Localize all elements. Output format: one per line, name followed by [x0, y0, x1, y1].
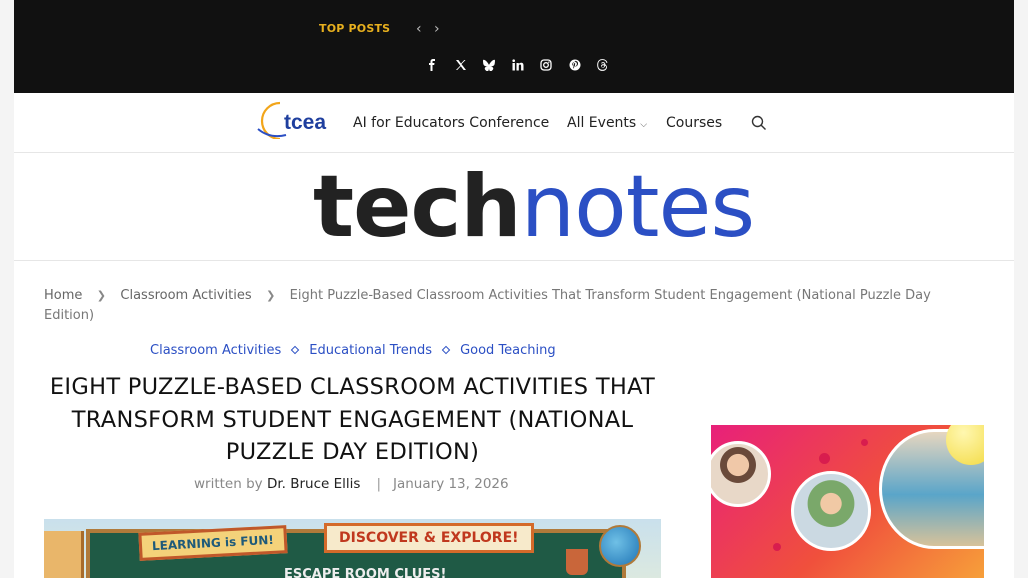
facebook-icon[interactable] [418, 56, 447, 74]
ad-decor-dot [773, 543, 781, 551]
author-link[interactable]: Dr. Bruce Ellis [266, 476, 361, 492]
ad-decor-dot [819, 453, 830, 464]
search-icon[interactable] [751, 115, 767, 131]
sidebar-ad-banner[interactable] [711, 425, 984, 578]
hero-plant-pot [566, 549, 588, 575]
bluesky-icon[interactable] [475, 56, 504, 74]
diamond-separator-icon [291, 346, 299, 354]
article-categories [150, 343, 556, 358]
logo-text: tcea [284, 111, 327, 134]
hero-chalk-text: ESCAPE ROOM CLUES! [284, 567, 447, 578]
category-educational-trends[interactable]: Educational Trends [309, 343, 433, 358]
globe-icon [599, 525, 641, 567]
ad-photo-circle-1 [711, 441, 771, 507]
category-classroom-activities[interactable]: Classroom Activities [150, 343, 282, 358]
wordmark-tech: tech [313, 157, 521, 257]
hero-window-illustration [44, 531, 84, 578]
hero-sign-right: DISCOVER & EXPLORE! [324, 523, 534, 553]
breadcrumb-home[interactable]: Home [44, 288, 83, 303]
article-date: January 13, 2026 [393, 476, 509, 492]
nav-all-events-label: All Events [567, 115, 637, 131]
article-hero-image [44, 519, 661, 578]
wordmark-notes: notes [520, 157, 755, 257]
chevron-down-icon: ⌵ [640, 120, 648, 130]
nav-courses[interactable]: Courses [666, 115, 723, 131]
page [14, 0, 1014, 578]
threads-icon[interactable] [589, 56, 618, 74]
masthead [14, 153, 1014, 261]
hero-sign-left: LEARNING is FUN! [138, 525, 287, 561]
ad-decor-dot [861, 439, 868, 446]
breadcrumb [44, 286, 964, 326]
tcea-logo[interactable] [256, 99, 338, 139]
prev-post-arrow[interactable]: ‹ [416, 21, 422, 37]
social-links [418, 56, 618, 74]
chevron-right-icon: ❯ [96, 289, 106, 302]
top-bar [14, 0, 1014, 93]
article-title: EIGHT PUZZLE-BASED CLASSROOM ACTIVITIES THAT TRANSFORM STUDENT ENGAGEMENT (NATIONAL PUZZLE DAY EDITION) [49, 374, 656, 465]
byline-separator: | [376, 476, 381, 492]
x-icon[interactable] [447, 56, 476, 74]
breadcrumb-current: Eight Puzzle-Based Classroom Activities That Transform Student Engagement (National Puzzle Day Edition) [44, 288, 931, 323]
nav-ai-educators-conference[interactable]: AI for Educators Conference [353, 115, 550, 131]
instagram-icon[interactable] [532, 56, 561, 74]
next-post-arrow[interactable]: › [434, 21, 440, 37]
technotes-wordmark[interactable] [313, 157, 754, 257]
breadcrumb-section[interactable]: Classroom Activities [120, 288, 252, 303]
top-posts-label: TOP POSTS [319, 22, 391, 35]
main-nav [14, 93, 1014, 153]
linkedin-icon[interactable] [504, 56, 533, 74]
nav-all-events[interactable] [567, 115, 647, 131]
diamond-separator-icon [442, 346, 450, 354]
byline-prefix: written by [194, 476, 263, 492]
pinterest-icon[interactable] [561, 56, 590, 74]
ad-photo-circle-2 [791, 471, 871, 551]
article-byline [194, 476, 509, 492]
chevron-right-icon: ❯ [266, 289, 276, 302]
category-good-teaching[interactable]: Good Teaching [460, 343, 556, 358]
